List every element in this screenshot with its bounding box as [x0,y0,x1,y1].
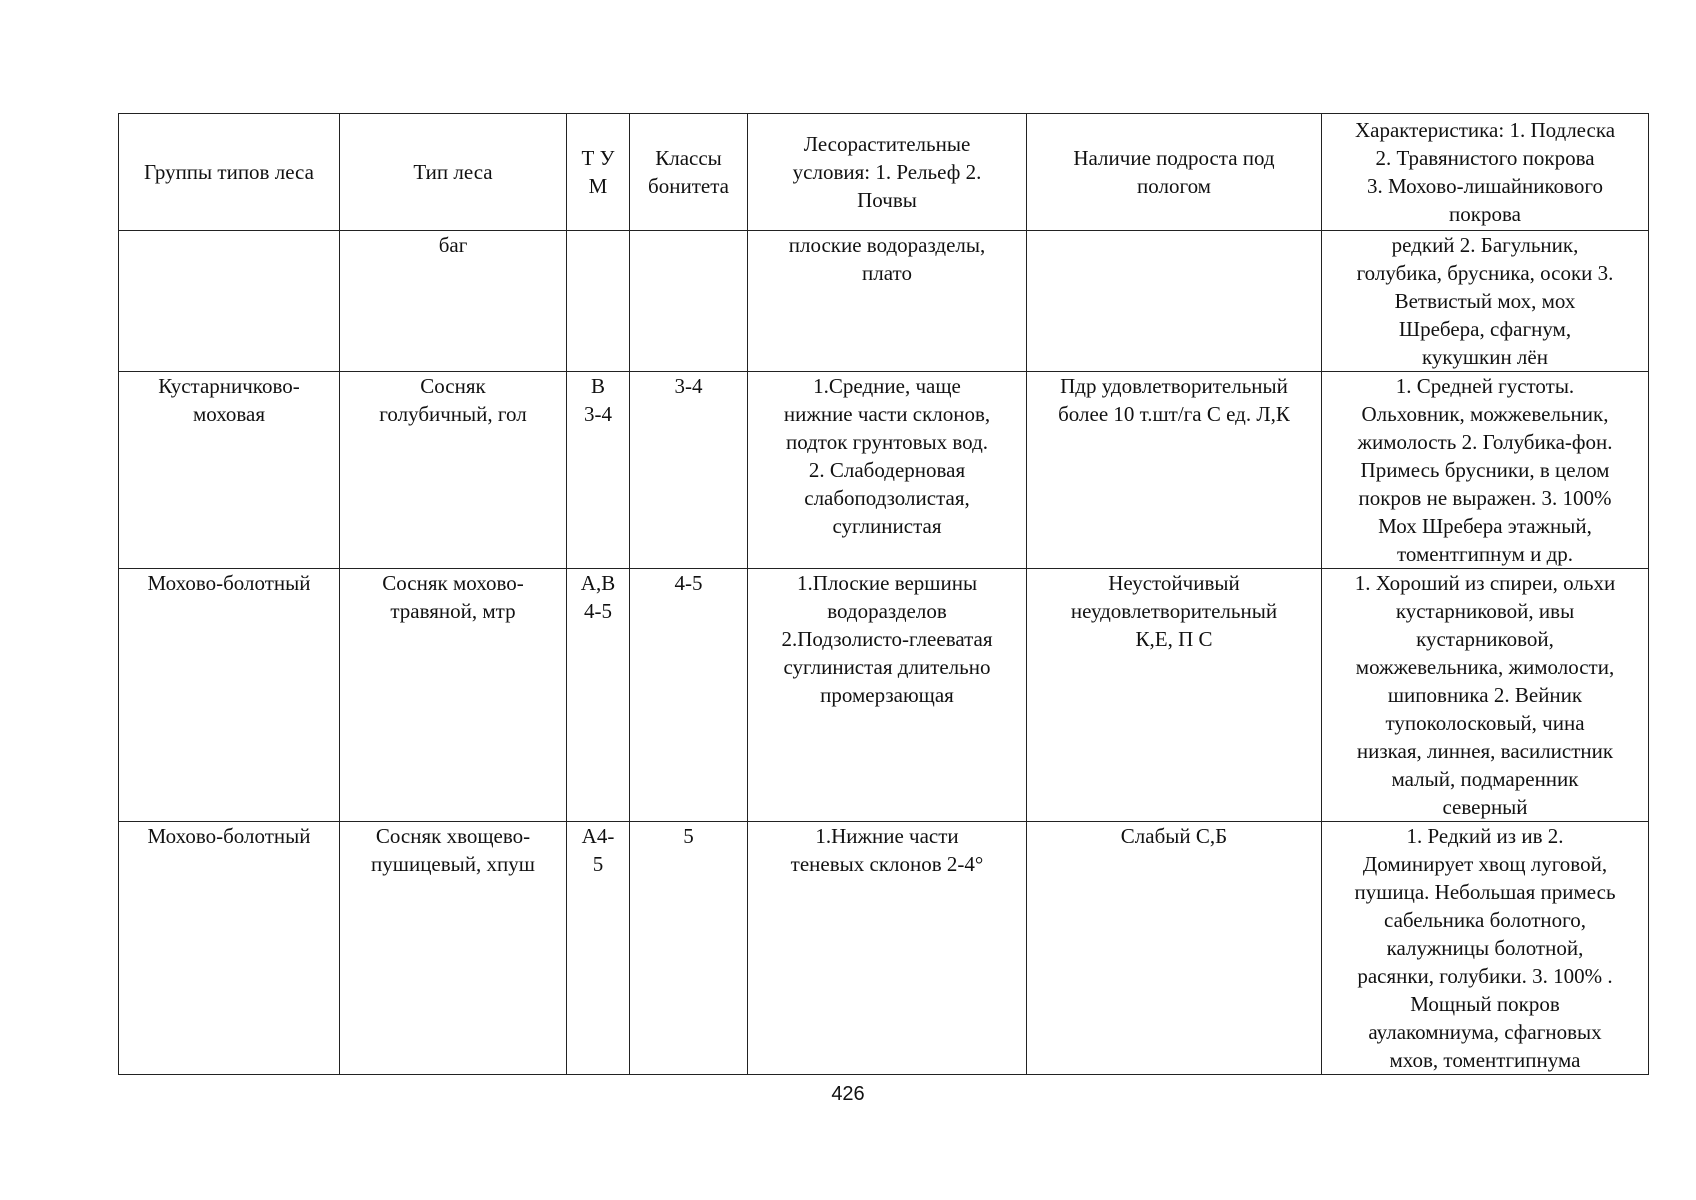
header-forest-type-group: Группы типов леса [119,114,340,231]
cell-characteristics: редкий 2. Багульник, голубика, брусника, осоки 3. Ветвистый мох, мох Шребера, сфагнум, кукушкин лён [1322,231,1649,372]
table-row [119,822,1649,1075]
cell-growing-conditions: 1.Средние, чаще нижние части склонов, подток грунтовых вод. 2. Слабодерновая слабоподзолистая, суглинистая [748,372,1027,569]
cell-tum: А,В 4-5 [567,569,630,822]
cell-forest-type: баг [340,231,567,372]
cell-tum: В 3-4 [567,372,630,569]
cell-forest-type-group: Кустарничково- моховая [119,372,340,569]
cell-growing-conditions: 1.Нижние части теневых склонов 2-4° [748,822,1027,1075]
header-bonitet-class: Классы бонитета [630,114,748,231]
page-number: 426 [831,1083,865,1105]
cell-forest-type: Сосняк голубичный, гол [340,372,567,569]
header-tum: Т У М [567,114,630,231]
table-row [119,372,1649,569]
table-row [119,569,1649,822]
cell-forest-type-group [119,231,340,372]
cell-bonitet-class: 3-4 [630,372,748,569]
forest-types-table [118,113,1649,1075]
cell-tum: А4- 5 [567,822,630,1075]
cell-undergrowth: Неустойчивый неудовлетворительный К,Е, П С [1027,569,1322,822]
cell-characteristics: 1. Редкий из ив 2. Доминирует хвощ луговой, пушица. Небольшая примесь сабельника болотного, калужницы болотной, расянки, голубики. 3. 100% . Мощный покров аулакомниума, сфагновых мхов, томентгипнума [1322,822,1649,1075]
cell-undergrowth [1027,231,1322,372]
header-growing-conditions: Лесорастительные условия: 1. Рельеф 2. Почвы [748,114,1027,231]
cell-bonitet-class: 4-5 [630,569,748,822]
cell-forest-type-group: Мохово-болотный [119,569,340,822]
header-characteristics: Характеристика: 1. Подлеска 2. Травянистого покрова 3. Мохово-лишайникового покрова [1322,114,1649,231]
cell-growing-conditions: плоские водоразделы, плато [748,231,1027,372]
header-undergrowth: Наличие подроста под пологом [1027,114,1322,231]
cell-undergrowth: Пдр удовлетворительный более 10 т.шт/га С ед. Л,К [1027,372,1322,569]
cell-forest-type: Сосняк хвощево- пушицевый, хпуш [340,822,567,1075]
cell-forest-type-group: Мохово-болотный [119,822,340,1075]
cell-tum [567,231,630,372]
cell-forest-type: Сосняк мохово- травяной, мтр [340,569,567,822]
cell-characteristics: 1. Средней густоты. Ольховник, можжевельник, жимолость 2. Голубика-фон. Примесь брусники, в целом покров не выражен. 3. 100% Мох Шребера этажный, томентгипнум и др. [1322,372,1649,569]
table-header-row [119,114,1649,231]
cell-bonitet-class: 5 [630,822,748,1075]
cell-characteristics: 1. Хороший из спиреи, ольхи кустарниковой, ивы кустарниковой, можжевельника, жимолости, шиповника 2. Вейник тупоколосковый, чина низкая, линнея, василистник малый, подмаренник северный [1322,569,1649,822]
cell-bonitet-class [630,231,748,372]
cell-growing-conditions: 1.Плоские вершины водоразделов 2.Подзолисто-глееватая суглинистая длительно промерзающая [748,569,1027,822]
header-forest-type: Тип леса [340,114,567,231]
table-row [119,231,1649,372]
cell-undergrowth: Слабый С,Б [1027,822,1322,1075]
